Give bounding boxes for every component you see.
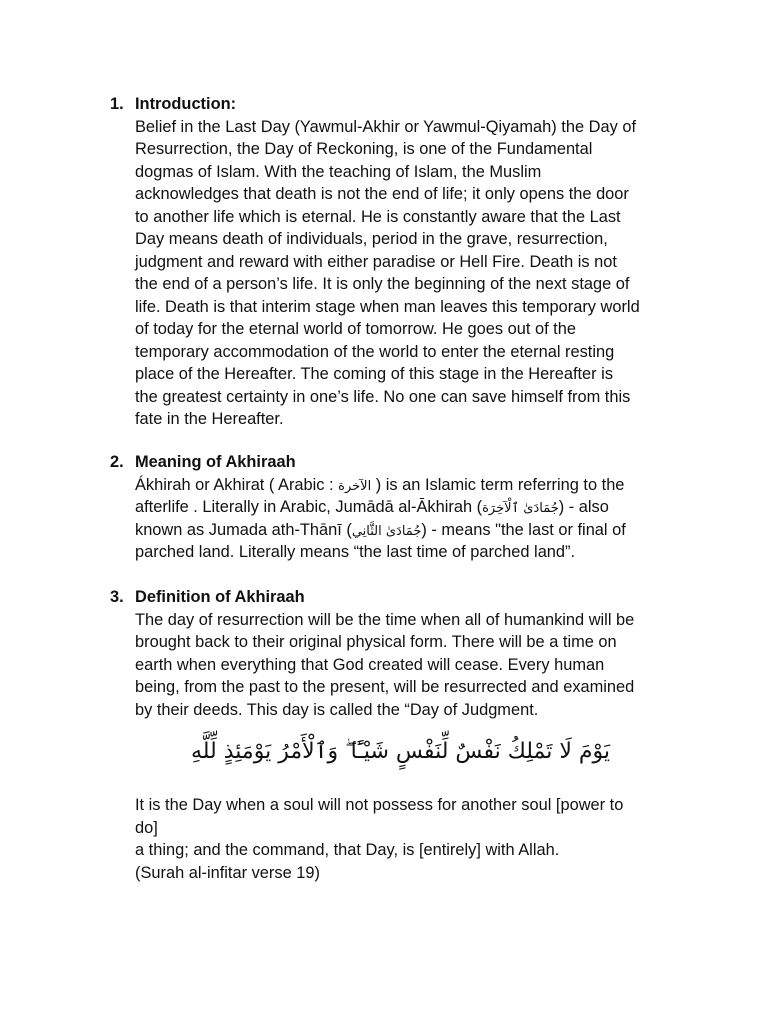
- text-segment: known as Jumada ath-Thānī (: [135, 520, 352, 539]
- body-text-line: earth when everything that God created will cease. Every human: [135, 655, 605, 674]
- arabic-term: الآخرة: [338, 478, 372, 494]
- verse-citation: (Surah al-infitar verse 19): [135, 863, 320, 882]
- quran-verse-arabic: يَوْمَ لَا تَمْلِكُ نَفْسٌ لِّنَفْسٍ شَيْـًٔا ۖ وَٱلْأَمْرُ يَوْمَئِذٍ لِّلَّهِ: [190, 739, 610, 764]
- section-definition: [110, 586, 710, 721]
- body-text-line: being, from the past to the present, will be resurrected and examined: [135, 678, 635, 696]
- section-meaning: [110, 451, 710, 564]
- text-segment: ) is an Islamic term referring to the: [371, 475, 625, 494]
- text-segment: afterlife . Literally in Arabic, Jumādā al-Ākhirah (: [135, 498, 483, 516]
- section-introduction: [110, 93, 710, 431]
- translation-line: do]: [135, 818, 158, 837]
- translation-line: It is the Day when a soul will not possess for another soul [power to: [135, 796, 624, 814]
- section-title: Introduction:: [135, 95, 237, 113]
- body-text-line: [135, 474, 710, 497]
- body-text-line: dogmas of Islam. With the teaching of Islam, the Muslim: [135, 162, 542, 181]
- text-segment: Ákhirah or Akhirat ( Arabic :: [135, 475, 339, 494]
- body-text-line: brought back to their original physical form. There will be a time on: [135, 633, 617, 651]
- body-text-line: the end of a person’s life. It is only the beginning of the next stage of: [135, 275, 630, 293]
- section-number: 1.: [110, 95, 124, 113]
- body-text-line: temporary accommodation of the world to enter the eternal resting: [135, 342, 615, 361]
- translation-line: a thing; and the command, that Day, is [entirely] with Allah.: [135, 841, 560, 859]
- body-text-line: the greatest certainty in one’s life. No one can save himself from this: [135, 387, 631, 406]
- body-text-line: by their deeds. This day is called the “Day of Judgment.: [135, 700, 539, 719]
- body-text-line: judgment and reward with either paradise or Hell Fire. Death is not: [135, 252, 617, 271]
- section-heading: [110, 586, 710, 609]
- section-number: 2.: [110, 453, 124, 471]
- body-text-line: parched land. Literally means “the last time of parched land”.: [135, 543, 576, 561]
- section-title: Definition of Akhiraah: [135, 588, 305, 606]
- verse-translation: [135, 794, 695, 884]
- body-text-line: to another life which is eternal. He is constantly aware that the Last: [135, 207, 621, 226]
- body-text-line: of today for the eternal world of tomorrow. He goes out of the: [135, 320, 576, 338]
- arabic-term: جُمَادَىٰ ٱلْآخِرَة: [482, 501, 559, 516]
- text-segment: ) - also: [558, 498, 609, 516]
- section-heading: [110, 451, 710, 474]
- text-segment: ) - means "the last or final of: [421, 520, 626, 539]
- body-text-line: acknowledges that death is not the end of life; it only opens the door: [135, 185, 629, 203]
- arabic-term: جُمَادَىٰ الثَّانِي: [351, 523, 422, 539]
- body-text-line: [135, 496, 710, 519]
- section-heading: [110, 93, 710, 116]
- body-text-line: fate in the Hereafter.: [135, 410, 284, 428]
- body-text-line: life. Death is that interim stage when man leaves this temporary world: [135, 297, 640, 316]
- section-title: Meaning of Akhiraah: [135, 453, 296, 471]
- body-text-line: Resurrection, the Day of Reckoning, is one of the Fundamental: [135, 140, 593, 158]
- body-text-line: place of the Hereafter. The coming of this stage in the Hereafter is: [135, 365, 614, 383]
- section-number: 3.: [110, 588, 124, 606]
- body-text-line: The day of resurrection will be the time when all of humankind will be: [135, 610, 635, 629]
- body-text-line: Belief in the Last Day (Yawmul-Akhir or Yawmul-Qiyamah) the Day of: [135, 117, 637, 136]
- body-text-line: Day means death of individuals, period in the grave, resurrection,: [135, 230, 608, 248]
- body-text-line: [135, 519, 710, 542]
